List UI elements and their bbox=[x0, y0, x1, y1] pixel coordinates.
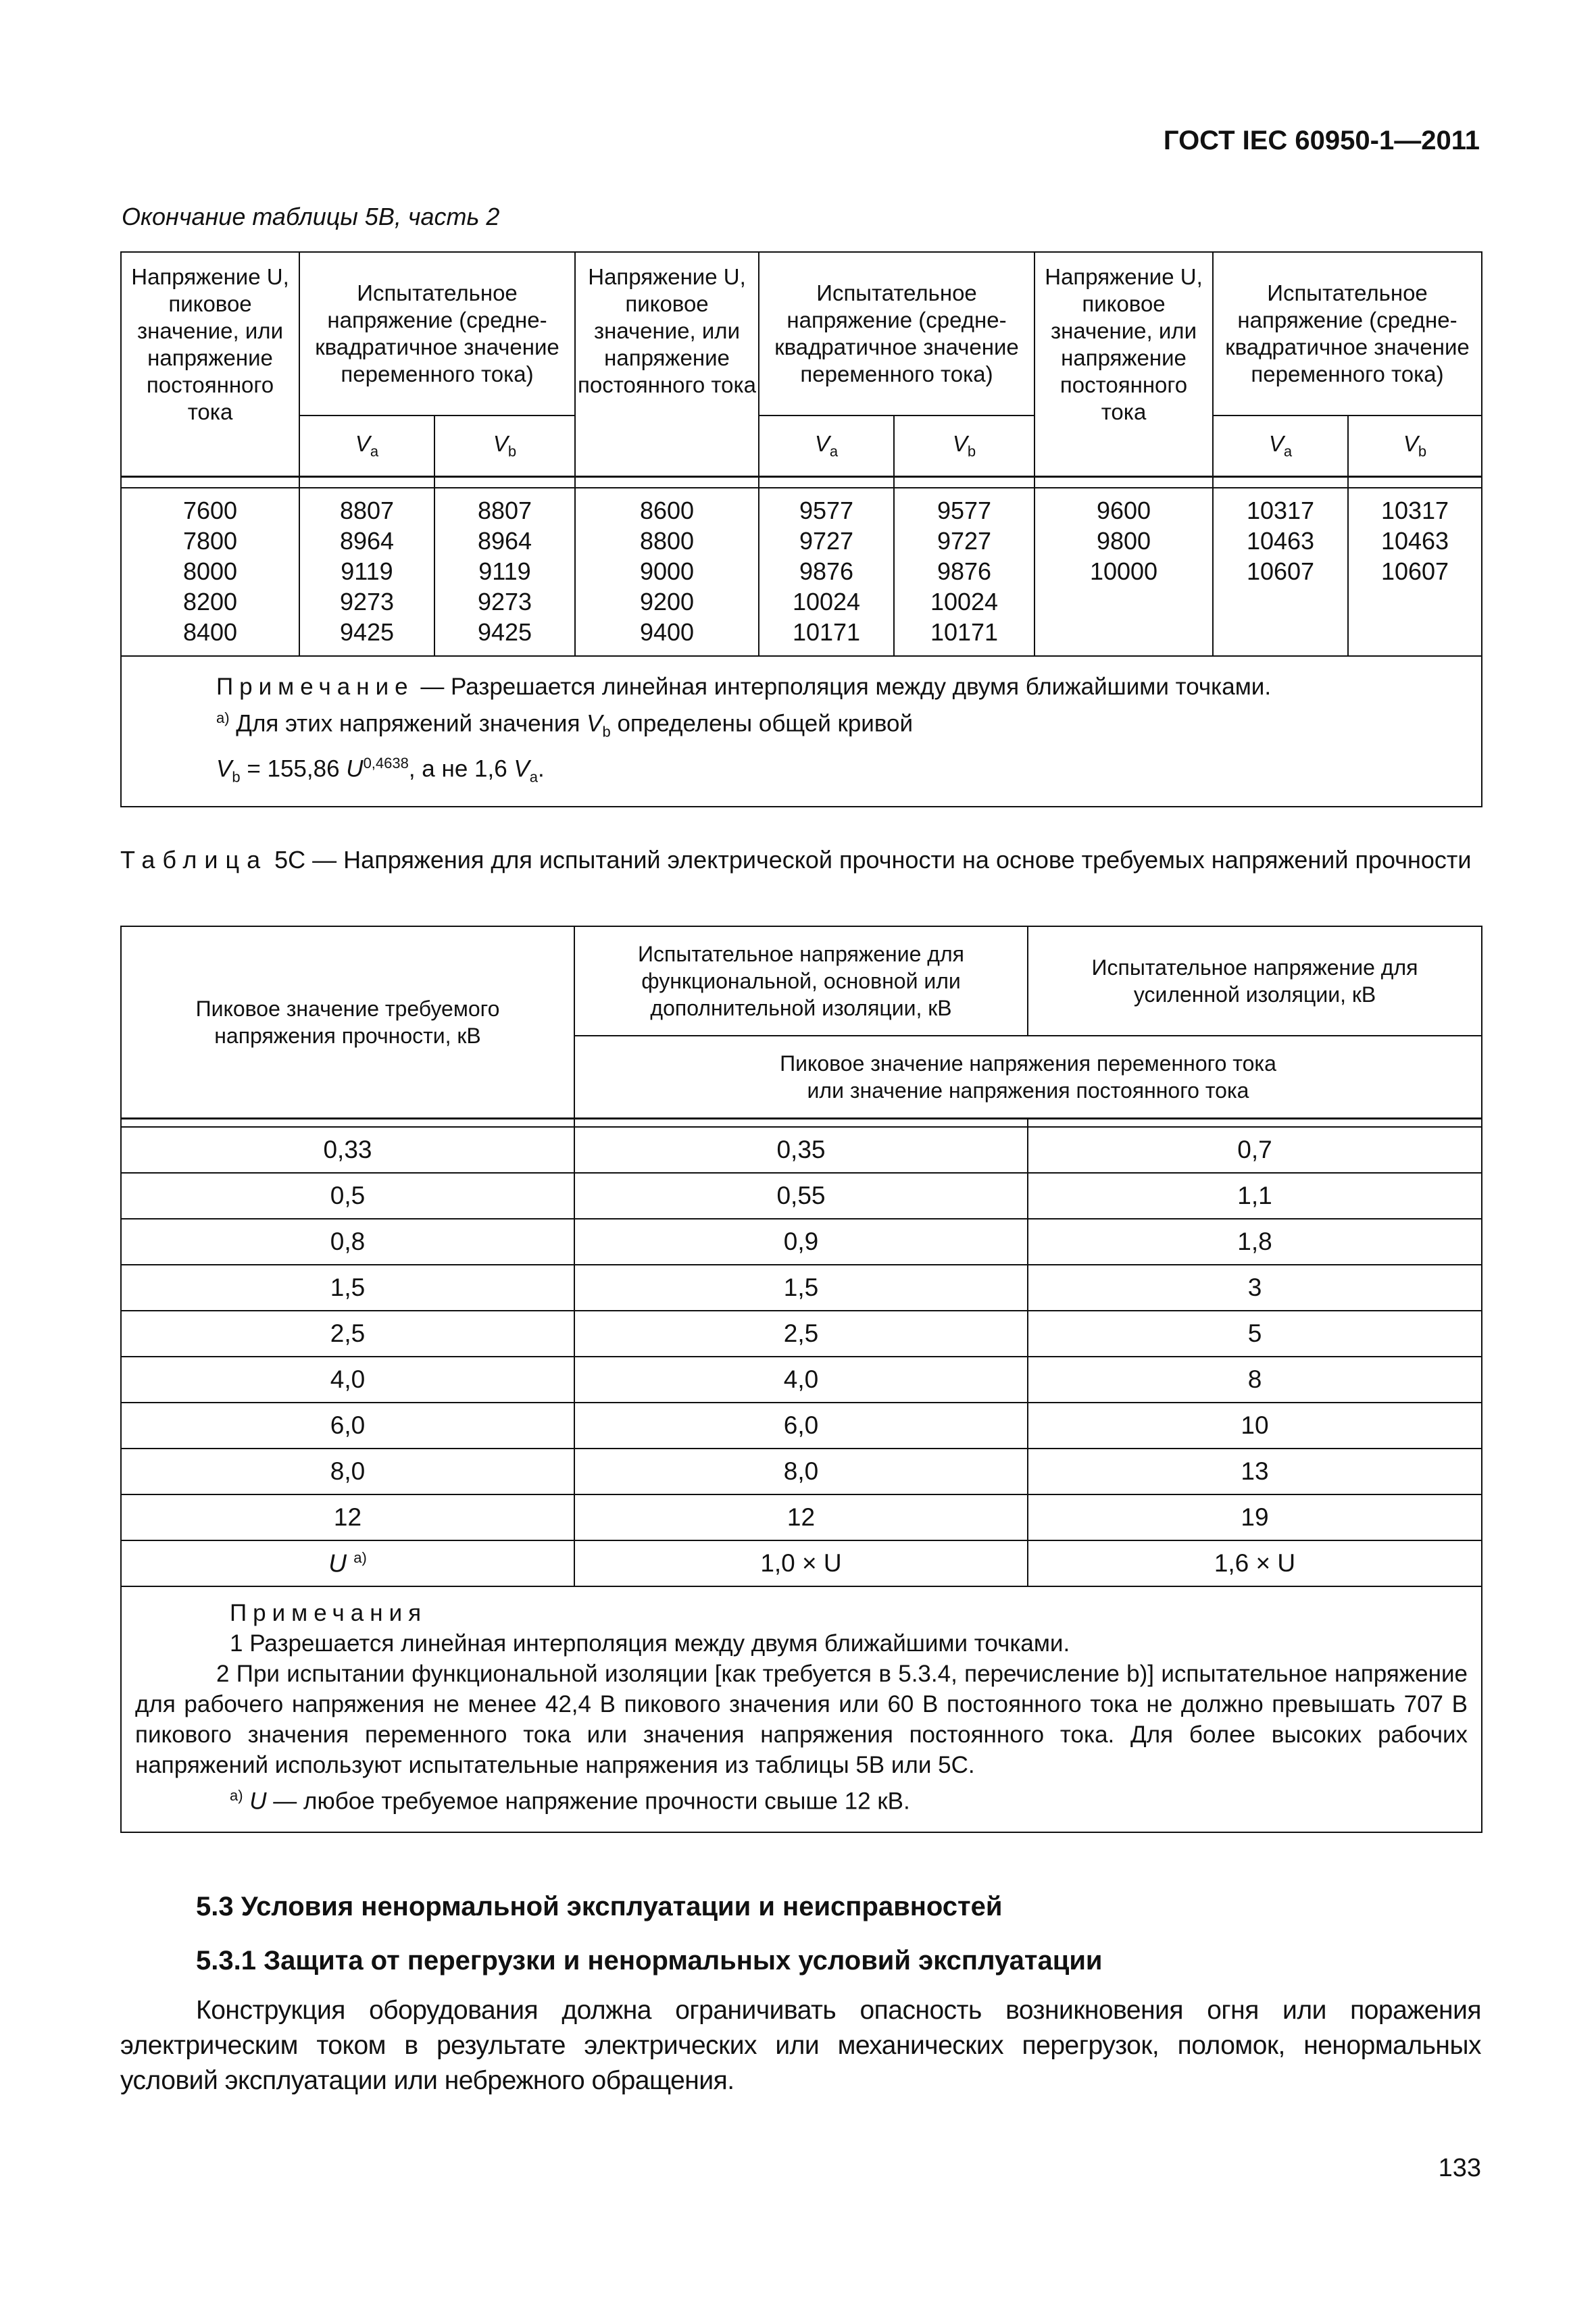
u-values-group-3: 9600 9800 10000 bbox=[1034, 488, 1213, 656]
table-row: 8,0 8,0 13 bbox=[121, 1449, 1482, 1494]
notes-label: Примечания bbox=[230, 1600, 428, 1626]
col-required-voltage-header: Пиковое значение требуемого напряжения прочности, кВ bbox=[121, 926, 574, 1119]
col-voltage-header: Напряжение U, пиковое значение, или напряжение постоянного тока bbox=[1034, 252, 1213, 477]
col-va-header: $V_a$ bbox=[1213, 416, 1348, 477]
col-reinforced-insulation-header: Испытательное напряжение для усиленной изоляции, кВ bbox=[1028, 926, 1482, 1036]
col-va-header: $V_a$ bbox=[299, 416, 434, 477]
table-5c-notes bbox=[121, 1586, 1482, 1832]
note-label: Примечание bbox=[216, 674, 414, 700]
vb-values-group-2: 9577 9727 9876 10024 10171 bbox=[894, 488, 1034, 656]
va-values-group-1: 8807 8964 9119 9273 9425 bbox=[299, 488, 434, 656]
vb-values-group-3: 10317 10463 10607 bbox=[1348, 488, 1482, 656]
va-values-group-2: 9577 9727 9876 10024 10171 bbox=[759, 488, 894, 656]
table-continuation-label: Окончание таблицы 5B, часть 2 bbox=[122, 203, 500, 230]
section-heading-5-3-1: 5.3.1 Защита от перегрузки и ненормальных условий эксплуатации bbox=[196, 1946, 1103, 1976]
body-paragraph: Конструкция оборудования должна ограничивать опасность возникновения огня или поражения электрическим током в результате электрических или механических перегрузок, поломок, ненормальных условий эксплуатации или небрежного обращения. bbox=[120, 1996, 1481, 2095]
va-values-group-3: 10317 10463 10607 bbox=[1213, 488, 1348, 656]
col-voltage-header: Напряжение U, пиковое значение, или напряжение постоянного тока bbox=[121, 252, 299, 477]
table-row: 6,0 6,0 10 bbox=[121, 1403, 1482, 1449]
u-values-group-1: 7600 7800 8000 8200 8400 bbox=[121, 488, 299, 656]
page-number: 133 bbox=[1438, 2154, 1481, 2182]
table-row: 0,5 0,55 1,1 bbox=[121, 1173, 1482, 1219]
col-vb-header: $V_b$ bbox=[434, 416, 575, 477]
table-5b-note bbox=[121, 656, 1482, 807]
col-test-header: Испытательное напряжение (средне-квадратичное значение переменного тока) bbox=[1213, 252, 1482, 416]
col-test-header: Испытательное напряжение (средне-квадратичное значение переменного тока) bbox=[299, 252, 575, 416]
table-row: 0,33 0,35 0,7 bbox=[121, 1127, 1482, 1173]
note-1: 1 Разрешается линейная интерполяция между двумя ближайшими точками. bbox=[230, 1630, 1070, 1657]
note-footnote: $^{a)}$ Для этих напряжений значения $V_b$ определены общей кривой bbox=[216, 709, 914, 740]
table-row: 12 12 19 bbox=[121, 1494, 1482, 1540]
u-values-group-2: 8600 8800 9000 9200 9400 bbox=[575, 488, 759, 656]
table-row: 0,8 0,9 1,8 bbox=[121, 1219, 1482, 1265]
vb-values-group-1: 8807 8964 9119 9273 9425 bbox=[434, 488, 575, 656]
table-row: 4,0 4,0 8 bbox=[121, 1357, 1482, 1403]
col-vb-header: $V_b$ bbox=[894, 416, 1034, 477]
col-basic-insulation-header: Испытательное напряжение для функциональной, основной или дополнительной изоляции, кВ bbox=[574, 926, 1028, 1036]
table-row: 1,5 1,5 3 bbox=[121, 1265, 1482, 1311]
table-row bbox=[121, 488, 1482, 656]
col-va-header: $V_a$ bbox=[759, 416, 894, 477]
table-5c bbox=[120, 926, 1482, 1833]
table-5c-caption: Таблица 5C — Напряжения для испытаний электрической прочности на основе требуемых напряжений прочности bbox=[120, 846, 1472, 874]
subheader-voltage-type: Пиковое значение напряжения переменного тока или значение напряжения постоянного тока bbox=[574, 1036, 1482, 1119]
note-formula: $V_b = 155,86$ $U^{0,4638}$, а не 1,6 $V_a$. bbox=[216, 754, 545, 786]
col-voltage-header: Напряжение U, пиковое значение, или напряжение постоянного тока bbox=[575, 252, 759, 477]
note-2: 2 При испытании функциональной изоляции [как требуется в 5.3.4, перечисление b)] испытательное напряжение для рабочего напряжения не менее 42,4 В пикового значения или 60 В постоянного тока не должно превышать 707 В пикового значения переменного тока или значения напряжения постоянного тока. Для более высоких рабочих напряжений используют испытательные напряжения из таблицы 5B или 5C. bbox=[135, 1661, 1468, 1778]
note-footnote: $^{a)}$ U — любое требуемое напряжение прочности свыше 12 кВ. bbox=[230, 1787, 910, 1815]
table-5b bbox=[120, 251, 1482, 807]
section-heading-5-3: 5.3 Условия ненормальной эксплуатации и неисправностей bbox=[196, 1892, 1003, 1921]
document-code: ГОСТ IEC 60950-1—2011 bbox=[1163, 126, 1480, 155]
table-row: 2,5 2,5 5 bbox=[121, 1311, 1482, 1357]
table-row: U $^{a)}$ 1,0 × U 1,6 × U bbox=[121, 1540, 1482, 1586]
note-text: — Разрешается линейная интерполяция между двумя ближайшими точками. bbox=[414, 674, 1272, 700]
col-test-header: Испытательное напряжение (средне-квадратичное значение переменного тока) bbox=[759, 252, 1034, 416]
col-vb-header: $V_b$ bbox=[1348, 416, 1482, 477]
